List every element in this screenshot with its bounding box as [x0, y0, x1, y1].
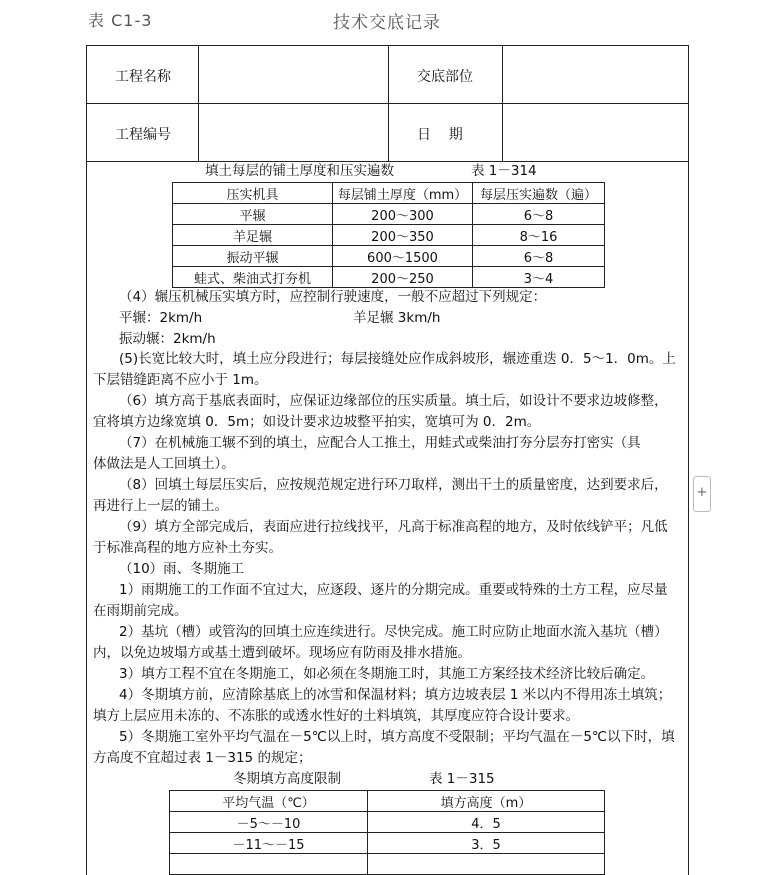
table-cell: [368, 854, 605, 875]
paragraph: 再进行上一层的铺土。: [93, 498, 228, 514]
paragraph: 填方上层应用未冻的、不冻胀的或透水性好的土料填筑，其厚度应符合设计要求。: [93, 708, 579, 724]
table-header-cell: 压实机具: [173, 183, 333, 204]
form-row-1: [87, 46, 688, 104]
paragraph: 在雨期前完成。: [93, 603, 188, 619]
paragraph: 内，以免边坡塌方或基土遭到破坏。现场应有防雨及排水措施。: [93, 645, 471, 661]
table-row: [173, 246, 605, 267]
paragraph: 1）雨期施工的工作面不宜过大，应逐段、逐片的分期完成。重要或特殊的土方工程，应尽量: [119, 582, 668, 598]
paragraph: 羊足辗 3km/h: [353, 310, 441, 326]
table-header-cell: 每层压实遍数（遍）: [473, 183, 605, 204]
paragraph: 5）冬期施工室外平均气温在－5℃以上时，填方高度不受限制；平均气温在－5℃以下时，填: [119, 729, 675, 745]
page-title: 技术交底记录: [333, 13, 441, 33]
table1-caption: 填土每层的铺土厚度和压实遍数: [205, 163, 394, 179]
table-cell: 3～4: [473, 267, 605, 288]
paragraph: 3）填方工程不宜在冬期施工，如必须在冬期施工时，其施工方案经技术经济比较后确定。: [119, 666, 655, 682]
paragraph: 下层错缝距离不应小于 1m。: [93, 372, 268, 388]
record-form: [86, 45, 689, 875]
table-header-cell: 填方高度（m）: [368, 791, 605, 812]
paragraph: (5)长宽比较大时，填土应分段进行；每层接缝处应作成斜坡形，辗迹重迭 0．5～1．0m。上: [119, 351, 676, 367]
paragraph: 体做法是人工回填土）。: [93, 456, 235, 472]
paragraph: （4）辗压机械压实填方时，应控制行驶速度，一般不应超过下列规定：: [119, 289, 547, 305]
table-row: [173, 204, 605, 225]
table-row: [173, 225, 605, 246]
table-header-row: [173, 183, 605, 204]
table-cell: 8～16: [473, 225, 605, 246]
table-cell: 平辗: [173, 204, 333, 225]
table-cell: [170, 854, 368, 875]
paragraph: 于标准高程的地方应补土夯实。: [93, 540, 282, 556]
paragraph: （8）回填土每层压实后，应按规范规定进行环刀取样，测出干土的质量密度，达到要求后，: [119, 477, 668, 493]
form-code: 表 C1-3: [88, 11, 153, 30]
paragraph: 4）冬期填方前，应清除基底上的冰雪和保温材料；填方边坡表层 1 米以内不得用冻土填筑；: [119, 687, 672, 703]
winter-fill-table: [169, 790, 605, 875]
paragraph: （9）填方全部完成后，表面应进行拉线找平，凡高于标准高程的地方，及时依线铲平；凡低: [119, 519, 668, 535]
table-cell: 蛙式、柴油式打夯机: [173, 267, 333, 288]
handover-part-label: 交底部位: [417, 69, 473, 85]
paragraph: （10）雨、冬期施工: [119, 561, 245, 577]
table-cell: 6～8: [473, 204, 605, 225]
table2-caption: 冬期填方高度限制: [233, 771, 341, 787]
table1-number: 表 1－314: [471, 163, 537, 179]
table-cell: 200～250: [333, 267, 473, 288]
table-header-cell: 平均气温（℃）: [170, 791, 368, 812]
table-cell: 羊足辗: [173, 225, 333, 246]
paragraph: 宜将填方边缘宽填 0．5m；如设计要求边坡整平拍实，宽填可为 0．2m。: [93, 414, 541, 430]
project-no-label: 工程编号: [115, 127, 171, 143]
paragraph: （6）填方高于基底表面时，应保证边缘部位的压实质量。填土后，如设计不要求边坡修整，: [119, 393, 668, 409]
table-cell: －5～－10: [170, 812, 368, 833]
paragraph: 2）基坑（槽）或管沟的回填土应连续进行。尽快完成。施工时应防止地面水流入基坑（槽）: [119, 624, 668, 640]
table-cell: 振动平辗: [173, 246, 333, 267]
table-row: [170, 854, 605, 875]
expand-button[interactable]: +: [693, 476, 711, 512]
table-cell: 6～8: [473, 246, 605, 267]
table2-number: 表 1－315: [429, 771, 495, 787]
table-row: [170, 812, 605, 833]
table-row: [173, 267, 605, 288]
table-header-cell: 每层铺土厚度（mm）: [333, 183, 473, 204]
project-name-label: 工程名称: [115, 69, 171, 85]
date-label: 日 期: [417, 127, 463, 143]
compaction-table: [172, 182, 605, 288]
table-cell: 200～350: [333, 225, 473, 246]
table-cell: 4．5: [368, 812, 605, 833]
table-cell: 3．5: [368, 833, 605, 854]
table-cell: 200～300: [333, 204, 473, 225]
table-cell: －11～－15: [170, 833, 368, 854]
table-cell: 600～1500: [333, 246, 473, 267]
paragraph: 振动辗：2km/h: [119, 331, 216, 347]
paragraph: 平辗：2km/h: [119, 310, 203, 326]
table-row: [170, 833, 605, 854]
table-header-row: [170, 791, 605, 812]
paragraph: 方高度不宜超过表 1－315 的规定；: [93, 750, 312, 766]
form-row-2: [87, 104, 688, 162]
paragraph: （7）在机械施工辗不到的填土，应配合人工推土，用蛙式或柴油打夯分层夯打密实（具: [119, 435, 641, 451]
